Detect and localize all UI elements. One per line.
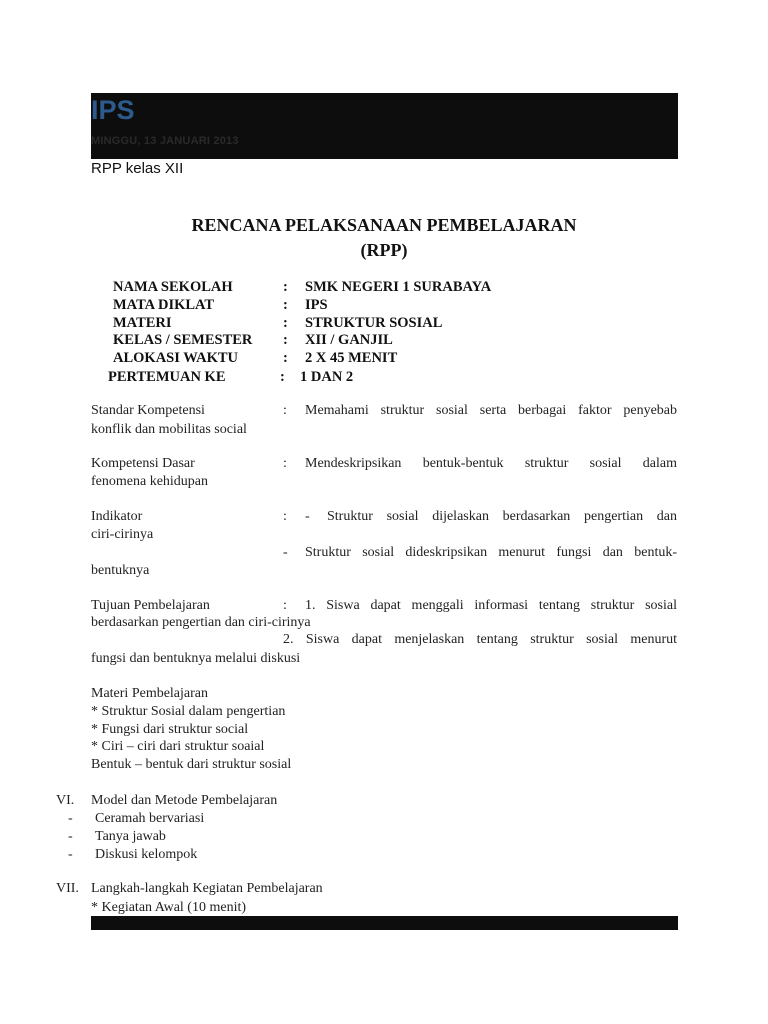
section-numeral-vi: VI. — [56, 793, 75, 808]
model-bullet: - — [68, 847, 73, 862]
identity-row-pertemuan-ke — [0, 369, 768, 387]
identity-label: ALOKASI WAKTU — [113, 350, 239, 366]
identity-row-mata-diklat — [0, 297, 768, 315]
identity-colon: : — [283, 315, 288, 331]
identity-row-kelas-semester — [0, 332, 768, 350]
identity-value: 2 X 45 MENIT — [305, 350, 398, 366]
model-bullet: - — [68, 829, 73, 844]
indikator-item1-line1: Struktur sosial dijelaskan berdasarkan pengertian dan — [327, 509, 677, 524]
materi-item: * Ciri – ciri dari struktur soaial — [91, 739, 265, 754]
materi-heading: Materi Pembelajaran — [91, 686, 209, 701]
indikator-bullet: - — [283, 545, 288, 560]
post-date: MINGGU, 13 JANUARI 2013 — [91, 135, 239, 147]
kompetensi-label: Kompetensi Dasar — [91, 456, 195, 471]
identity-label: KELAS / SEMESTER — [113, 332, 253, 348]
indikator-label: Indikator — [91, 509, 143, 524]
indikator-colon: : — [283, 509, 287, 524]
tujuan-item1-line1: 1. Siswa dapat menggali informasi tentang struktur sosial — [305, 598, 677, 613]
identity-colon: : — [283, 297, 288, 313]
tujuan-colon: : — [283, 598, 287, 613]
indikator-bullet: - — [305, 509, 310, 524]
langkah-sub: * Kegiatan Awal (10 menit) — [91, 900, 247, 915]
document-subtitle: (RPP) — [360, 240, 408, 260]
materi-item: * Fungsi dari struktur social — [91, 722, 249, 737]
blog-header — [91, 93, 678, 159]
tujuan-item2-line1: 2. Siswa dapat menjelaskan tentang struktur sosial menurut — [283, 632, 677, 647]
kompetensi-colon: : — [283, 456, 287, 471]
materi-item: Bentuk – bentuk dari struktur sosial — [91, 757, 292, 772]
indikator-item1-line2: ciri-cirinya — [91, 527, 154, 542]
materi-item: * Struktur Sosial dalam pengertian — [91, 704, 286, 719]
post-title[interactable]: RPP kelas XII — [91, 160, 184, 177]
model-heading: Model dan Metode Pembelajaran — [91, 793, 278, 808]
model-item: Diskusi kelompok — [95, 847, 198, 862]
footer-bar — [91, 916, 678, 930]
standar-text-line2: konflik dan mobilitas social — [91, 422, 247, 437]
standar-colon: : — [283, 403, 287, 418]
identity-colon: : — [283, 332, 288, 348]
kompetensi-text-line1: Mendeskripsikan bentuk-bentuk struktur sosial dalam — [305, 456, 677, 471]
tujuan-item1-line2: berdasarkan pengertian dan ciri-cirinya — [91, 615, 311, 630]
standar-text-line1: Memahami struktur sosial serta berbagai faktor penyebab — [305, 403, 677, 418]
identity-row-materi — [0, 315, 768, 333]
blog-title[interactable]: IPS — [91, 95, 135, 125]
identity-colon: : — [280, 369, 285, 385]
identity-label: PERTEMUAN KE — [108, 369, 226, 385]
identity-row-nama-sekolah — [0, 279, 768, 297]
section-numeral-vii: VII. — [56, 881, 79, 896]
indikator-item2-line2: bentuknya — [91, 563, 150, 578]
kompetensi-text-line2: fenomena kehidupan — [91, 474, 209, 489]
model-item: Ceramah bervariasi — [95, 811, 205, 826]
indikator-item2-line1: Struktur sosial dideskripsikan menurut fungsi dan bentuk- — [305, 545, 677, 560]
identity-value: 1 DAN 2 — [300, 369, 354, 385]
identity-value: XII / GANJIL — [305, 332, 393, 348]
model-bullet: - — [68, 811, 73, 826]
identity-value: SMK NEGERI 1 SURABAYA — [305, 279, 492, 295]
identity-label: MATA DIKLAT — [113, 297, 215, 313]
langkah-heading: Langkah-langkah Kegiatan Pembelajaran — [91, 881, 323, 896]
identity-label: MATERI — [113, 315, 172, 331]
identity-value: STRUKTUR SOSIAL — [305, 315, 443, 331]
identity-colon: : — [283, 350, 288, 366]
tujuan-item2-line2: fungsi dan bentuknya melalui diskusi — [91, 651, 301, 666]
document-title: RENCANA PELAKSANAAN PEMBELAJARAN — [191, 215, 577, 235]
standar-label: Standar Kompetensi — [91, 403, 205, 418]
identity-row-alokasi-waktu — [0, 350, 768, 368]
model-item: Tanya jawab — [95, 829, 166, 844]
tujuan-label: Tujuan Pembelajaran — [91, 598, 210, 613]
identity-colon: : — [283, 279, 288, 295]
identity-label: NAMA SEKOLAH — [113, 279, 233, 295]
identity-value: IPS — [305, 297, 328, 313]
